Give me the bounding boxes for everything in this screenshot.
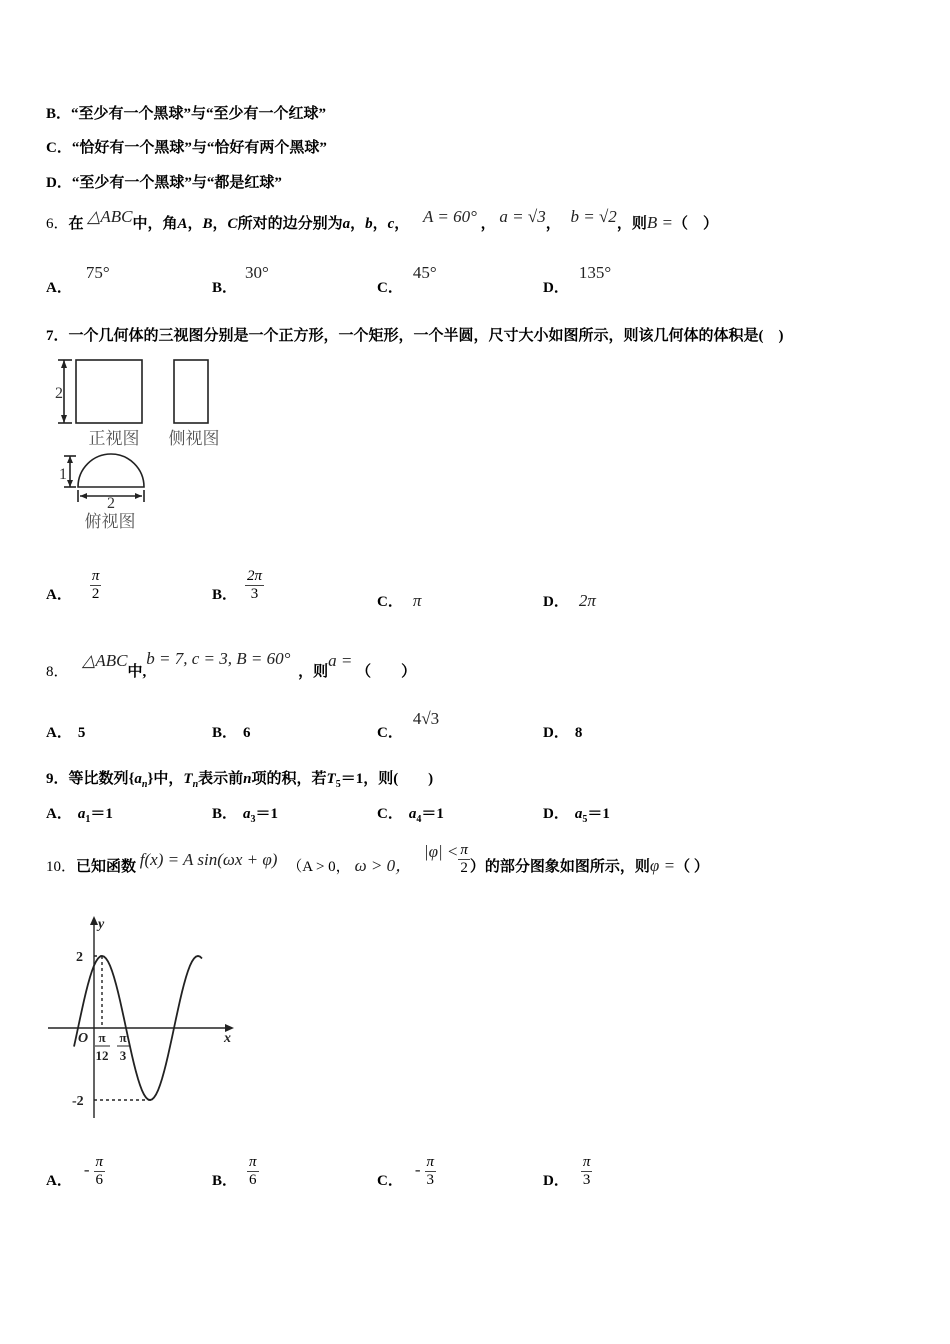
q10-option-c: [377, 1154, 436, 1189]
option-sub: 1: [85, 814, 91, 825]
q8-paren: （ ）: [356, 664, 417, 680]
dim-radius-label: 1: [59, 466, 67, 483]
option-sign: -: [414, 1159, 421, 1179]
q6-option-b: [212, 262, 269, 296]
front-view-label: 正视图: [88, 429, 140, 449]
q7-stem: 7．一个几何体的三视图分别是一个正方形，一个矩形，一个半圆，尺寸大小如图所示，则该几何体的体积是( ): [46, 328, 784, 344]
q10-paren: （ ）: [675, 858, 709, 875]
origin-label: O: [78, 1031, 89, 1046]
q6-option-a: [46, 262, 110, 296]
q8-option-d: [543, 721, 582, 742]
q10-cond-phi: |φ| <: [423, 841, 459, 861]
dim-height-label: 2: [55, 385, 63, 402]
tick2-denominator: 3: [119, 1048, 127, 1063]
y-axis-label: y: [98, 917, 105, 932]
option-fraction: [94, 1154, 106, 1189]
fraction-denominator: 3: [582, 1172, 591, 1188]
option-letter: B．: [212, 280, 238, 296]
q9-stem: [46, 767, 433, 790]
q10-sine-graph: [44, 912, 240, 1124]
q9-sub: 5: [335, 779, 341, 790]
option-letter: C．: [377, 1172, 403, 1189]
q6-var: c: [387, 216, 395, 232]
option-letter: C．: [377, 280, 403, 296]
option-letter: A．: [46, 586, 72, 603]
q5-option-d: [46, 171, 282, 192]
option-sub: 3: [250, 814, 256, 825]
q10-stem: [46, 841, 709, 885]
fraction-numerator: π: [91, 568, 100, 584]
q9-var: n: [243, 771, 252, 787]
q10-cond-omega: ω > 0，: [354, 855, 413, 875]
q6-ask: B =: [646, 213, 673, 232]
q8-stem: [46, 649, 417, 681]
q6-cond-a-angle: A = 60°: [423, 207, 477, 226]
q10-text: 已知函数: [76, 858, 137, 875]
option-letter: D．: [543, 280, 569, 296]
fraction-numerator: π: [426, 1154, 435, 1170]
option-letter: D．: [543, 1172, 569, 1189]
q9-text: ＝1，则( ): [340, 771, 434, 787]
fraction-numerator: 2π: [247, 568, 263, 584]
q6-sep: ，: [372, 216, 388, 232]
option-var: a: [408, 806, 417, 822]
option-var: a: [574, 806, 583, 822]
q6-sep: ，: [480, 216, 496, 232]
q6-paren: （ ）: [672, 216, 718, 232]
fraction-denominator: 2: [460, 860, 468, 876]
fraction-numerator: π: [582, 1154, 591, 1170]
q7-option-b: [212, 568, 264, 603]
option-value: 8: [574, 725, 583, 741]
q9-text: }中，: [147, 771, 184, 787]
q6-text: 所对的边分别为: [237, 216, 343, 232]
option-value: 45°: [412, 263, 437, 282]
option-letter: C．: [46, 140, 72, 156]
q6-sep: ，: [187, 216, 203, 232]
tick2-numerator: π: [119, 1030, 127, 1045]
option-rest: ＝1: [421, 806, 444, 822]
q6-var: b: [365, 216, 373, 232]
q6-cond-b-side: b = √2: [570, 207, 617, 226]
q9-text: 表示前: [198, 771, 244, 787]
q8-option-c: [377, 708, 440, 741]
q9-var: a: [134, 771, 142, 787]
q8-option-b: [212, 721, 251, 742]
q9-option-c: [377, 802, 444, 825]
option-value: 5: [77, 725, 86, 741]
q9-sub: n: [141, 779, 148, 790]
tick1-numerator: π: [98, 1030, 106, 1045]
option-value: 2π: [578, 591, 596, 610]
option-sign: -: [83, 1159, 90, 1179]
q7-option-a: [46, 568, 101, 603]
option-rest: ＝1: [255, 806, 279, 822]
option-letter: D．: [543, 806, 569, 822]
q10-option-d: [543, 1154, 592, 1189]
option-letter: A．: [46, 1172, 72, 1189]
option-sub: 5: [582, 814, 588, 825]
q6-option-c: [377, 262, 437, 296]
ymax-label: 2: [76, 950, 83, 965]
option-fraction: [247, 1154, 259, 1189]
option-value: 75°: [85, 263, 110, 282]
q9-text: 9．等比数列{: [46, 771, 135, 787]
option-letter: B．: [212, 806, 238, 822]
option-letter: C．: [377, 594, 403, 610]
q9-option-a: [46, 802, 113, 825]
q8-text: 中,: [127, 664, 147, 680]
q6-text: 中，角: [132, 216, 178, 232]
q6-sep: ，: [545, 216, 561, 232]
q6-var: A: [177, 216, 188, 232]
q8-option-a: [46, 721, 85, 742]
option-letter: B．: [212, 725, 238, 741]
option-letter: D．: [543, 594, 569, 610]
option-rest: ＝1: [587, 806, 610, 822]
q9-text: 项的积，若: [251, 771, 327, 787]
q8-ask: a =: [328, 651, 353, 670]
option-letter: D．: [543, 725, 569, 741]
q6-text: 在: [68, 216, 84, 232]
q10-ask: φ =: [649, 855, 676, 875]
option-fraction: [581, 1154, 593, 1189]
q5-option-b: [46, 102, 326, 123]
q10-option-b: [212, 1154, 259, 1189]
q10-pi-half: [458, 842, 470, 877]
tick1-denominator: 12: [95, 1048, 109, 1063]
option-letter: C．: [377, 806, 403, 822]
option-fraction: [245, 568, 264, 603]
q8-condition: b = 7, c = 3, B = 60°: [146, 649, 291, 668]
option-value: 135°: [578, 263, 612, 282]
fraction-denominator: 2: [91, 586, 100, 602]
q6-sep: ，: [212, 216, 228, 232]
option-letter: B．: [212, 586, 238, 603]
option-value: π: [412, 591, 422, 610]
option-letter: B．: [212, 1172, 238, 1189]
q6-option-d: [543, 262, 612, 296]
fraction-denominator: 3: [250, 586, 259, 602]
option-text: “至少有一个黑球”与“至少有一个红球”: [71, 106, 327, 122]
fraction-denominator: 6: [95, 1172, 104, 1188]
side-view-label: 侧视图: [168, 429, 220, 449]
fraction-denominator: 6: [249, 1172, 257, 1188]
front-view-square: [76, 360, 142, 423]
q9-var: T: [183, 771, 193, 787]
q6-cond-a-side: a = √3: [499, 207, 546, 226]
q10-option-a: [46, 1154, 105, 1189]
fraction-numerator: π: [249, 1154, 257, 1170]
q7-three-view-figure: [52, 352, 242, 537]
option-letter: A．: [46, 806, 72, 822]
option-letter: A．: [46, 280, 72, 296]
q10-function: f(x) = A sin(ωx + φ): [139, 849, 278, 869]
q6-var: C: [227, 216, 238, 232]
fraction-denominator: 3: [426, 1172, 435, 1188]
option-letter: D．: [46, 175, 72, 191]
q9-var: T: [326, 771, 336, 787]
option-text: “至少有一个黑球”与“都是红球”: [71, 175, 282, 191]
q6-sep: ，: [394, 216, 410, 232]
option-var: a: [243, 806, 251, 822]
fraction-numerator: π: [95, 1154, 104, 1170]
ymin-label: -2: [72, 1094, 84, 1109]
q10-text: ）的部分图象如图所示，则: [469, 858, 650, 875]
option-letter: B．: [46, 106, 72, 122]
q9-option-b: [212, 802, 278, 825]
top-view-semicircle: [78, 454, 144, 487]
q10-cond-a: （A > 0，: [287, 858, 351, 875]
q8-triangle: △ABC: [82, 651, 128, 670]
q9-option-d: [543, 802, 610, 825]
option-rest: ＝1: [90, 806, 113, 822]
fraction-numerator: π: [460, 842, 468, 858]
q6-var: a: [342, 216, 351, 232]
option-letter: C．: [377, 725, 403, 741]
q6-var: B: [202, 216, 213, 232]
q9-sub: n: [192, 779, 199, 790]
top-view-label: 俯视图: [84, 512, 136, 532]
q7-option-c: [377, 590, 421, 611]
q8-text: ，则: [298, 664, 329, 680]
q6-triangle: △ABC: [87, 207, 133, 226]
q6-number: 6．: [46, 216, 69, 232]
option-letter: A．: [46, 725, 72, 741]
option-fraction: [425, 1154, 437, 1189]
option-value: 30°: [245, 263, 269, 282]
dim-width-label: 2: [107, 495, 115, 512]
option-value: 6: [243, 725, 251, 741]
q6-stem: [46, 207, 718, 233]
option-value: 4√3: [412, 709, 440, 728]
q7-option-d: [543, 590, 596, 611]
option-sub: 4: [416, 814, 422, 825]
q5-option-c: [46, 136, 327, 157]
q8-number: 8．: [46, 664, 69, 680]
q10-number: 10．: [46, 858, 77, 875]
x-axis-label: x: [224, 1031, 231, 1046]
option-fraction: [90, 568, 102, 603]
q6-sep: ，: [350, 216, 366, 232]
option-text: “恰好有一个黑球”与“恰好有两个黑球”: [71, 140, 327, 156]
side-view-rect: [174, 360, 208, 423]
q6-text: ，则: [616, 216, 647, 232]
option-var: a: [77, 806, 86, 822]
